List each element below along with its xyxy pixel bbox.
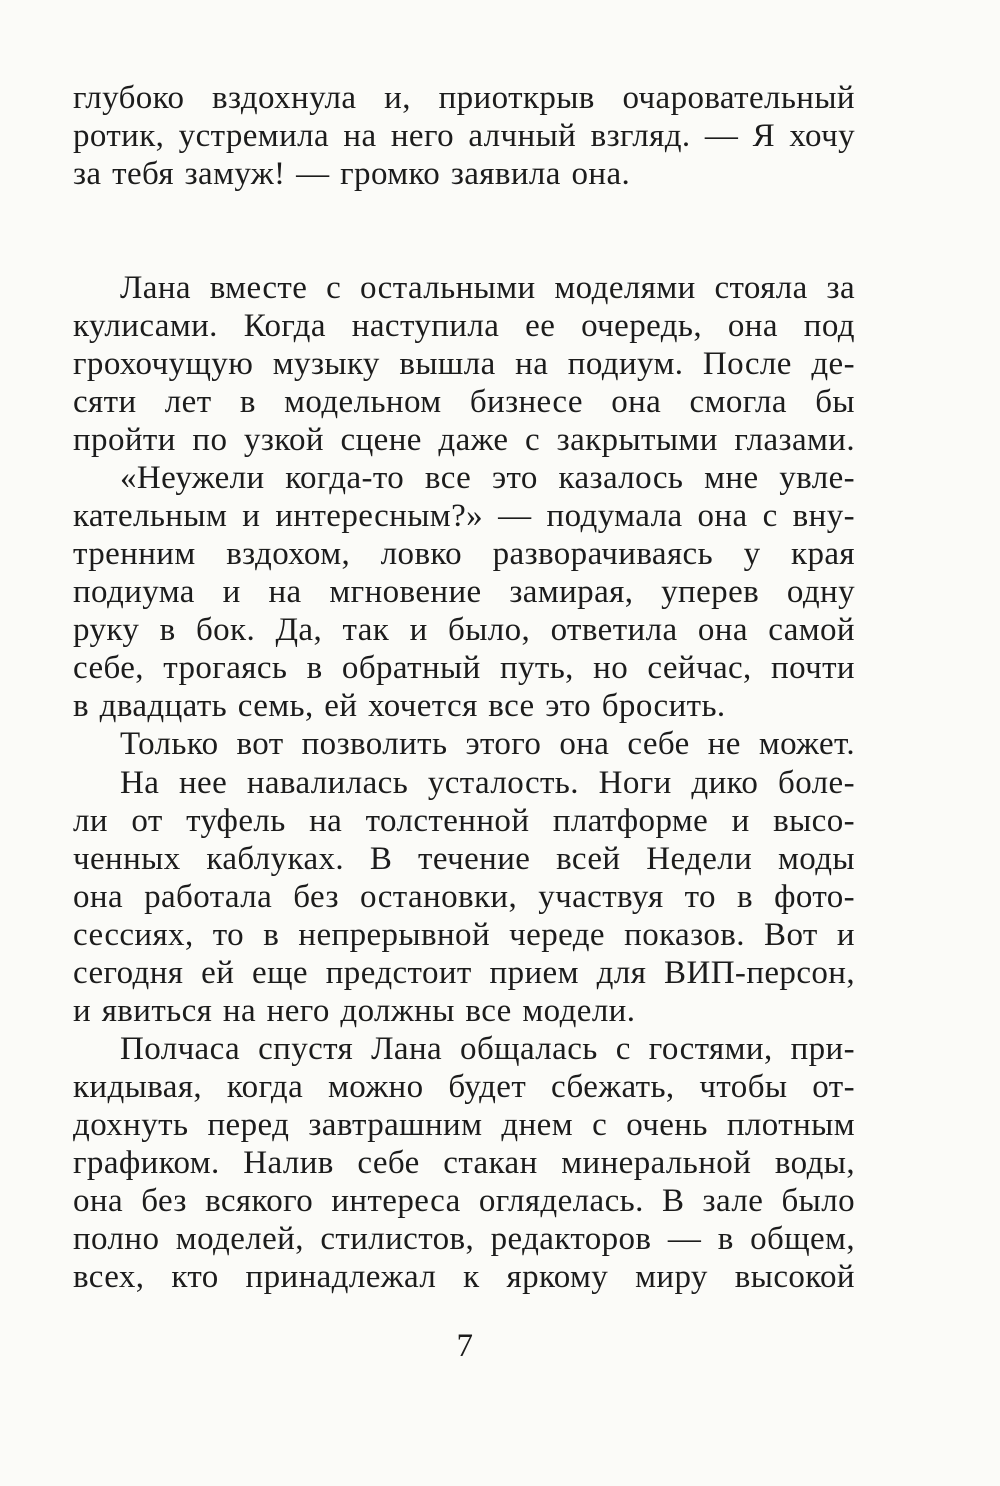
text-line: подиума и на мгновение замирая, уперев одну: [73, 574, 855, 610]
text-line: в двадцать семь, ей хочется все это бросить.: [73, 688, 726, 724]
text-line: Лана вместе с остальными моделями стояла за: [120, 270, 855, 306]
text-line: графиком. Налив себе стакан минеральной воды,: [73, 1145, 855, 1181]
text-line: она без всякого интереса огляделась. В зале было: [73, 1183, 855, 1219]
text-line: тренним вздохом, ловко разворачиваясь у края: [73, 536, 855, 572]
text-line: руку в бок. Да, так и было, ответила она самой: [73, 612, 855, 648]
text-line: грохочущую музыку вышла на подиум. После де-: [73, 346, 855, 382]
text-line: На нее навалилась усталость. Ноги дико боле-: [120, 765, 855, 801]
text-line: сяти лет в модельном бизнесе она смогла бы: [73, 384, 855, 420]
text-line: дохнуть перед завтрашним днем с очень плотным: [73, 1107, 855, 1143]
text-line: себе, трогаясь в обратный путь, но сейчас, почти: [73, 650, 855, 686]
text-line: кидывая, когда можно будет сбежать, чтобы от-: [73, 1069, 855, 1105]
text-line: сегодня ей еще предстоит прием для ВИП-персон,: [73, 955, 855, 991]
text-line: Полчаса спустя Лана общалась с гостями, при-: [120, 1031, 855, 1067]
text-line: сессиях, то в непрерывной череде показов. Вот и: [73, 917, 855, 953]
text-line: Только вот позволить этого она себе не может.: [120, 726, 855, 762]
text-line: она работала без остановки, участвуя то в фото-: [73, 879, 855, 915]
text-line: ли от туфель на толстенной платформе и высо-: [73, 803, 855, 839]
text-line: за тебя замуж! — громко заявила она.: [73, 156, 631, 192]
text-line: пройти по узкой сцене даже с закрытыми глазами.: [73, 422, 855, 458]
text-line: «Неужели когда-то все это казалось мне увле-: [120, 460, 855, 496]
text-line: кательным и интересным?» — подумала она с вну-: [73, 498, 855, 534]
text-line: всех, кто принадлежал к яркому миру высокой: [73, 1259, 855, 1295]
text-line: глубоко вздохнула и, приоткрыв очаровательный: [73, 80, 855, 116]
page-number: 7: [456, 1328, 474, 1364]
text-line: ченных каблуках. В течение всей Недели моды: [73, 841, 855, 877]
text-line: и явиться на него должны все модели.: [73, 993, 636, 1029]
text-line: ротик, устремила на него алчный взгляд. — Я хочу: [73, 118, 855, 154]
text-line: кулисами. Когда наступила ее очередь, она под: [73, 308, 855, 344]
text-line: полно моделей, стилистов, редакторов — в общем,: [73, 1221, 855, 1257]
